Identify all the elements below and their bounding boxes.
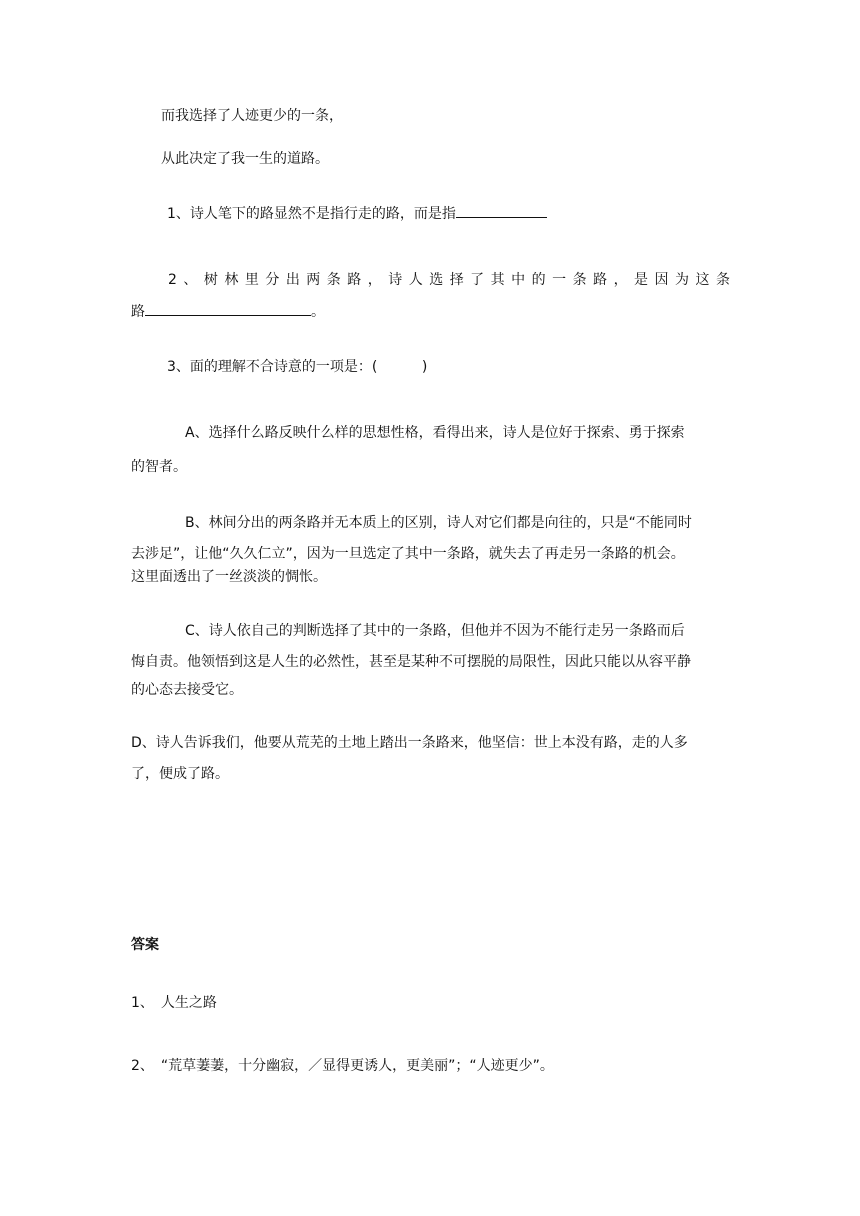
option-a-line-2: 的智者。 — [131, 459, 187, 475]
question-2-line-2 — [131, 301, 325, 322]
question-1 — [167, 203, 547, 224]
option-c-line-1: C、诗人依自己的判断选择了其中的一条路，但他并不因为不能行走另一条路而后 — [185, 623, 685, 639]
answer-2: 2、 “荒草萋萋，十分幽寂，／显得更诱人，更美丽”；“人迹更少”。 — [131, 1058, 554, 1074]
option-d-line-1: D、诗人告诉我们，他要从荒芜的土地上踏出一条路来，他坚信：世上本没有路，走的人多 — [131, 735, 688, 751]
poem-line-2: 从此决定了我一生的道路。 — [161, 151, 329, 167]
option-d-line-2: 了，便成了路。 — [131, 766, 229, 782]
option-b-line-1: B、林间分出的两条路并无本质上的区别，诗人对它们都是向往的，只是“不能同时 — [185, 515, 692, 531]
question-2-prefix: 路 — [131, 304, 145, 320]
option-b-line-2: 去涉足”，让他“久久仁立”，因为一旦选定了其中一条路，就失去了再走另一条路的机会。 — [131, 546, 685, 562]
option-c-line-2: 悔自责。他领悟到这是人生的必然性，甚至是某种不可摆脱的局限性，因此只能以从容平静 — [131, 654, 691, 670]
option-b-line-3: 这里面透出了一丝淡淡的惆怅。 — [131, 569, 327, 585]
answer-1: 1、 人生之路 — [131, 995, 217, 1011]
answers-heading: 答案 — [131, 937, 159, 953]
question-3: 3、面的理解不合诗意的一项是：( ) — [167, 359, 428, 375]
question-2-suffix: 。 — [311, 304, 325, 320]
option-c-line-3: 的心态去接受它。 — [131, 682, 243, 698]
question-2-line-1: 2、树林里分出两条路，诗人选择了其中的一条路，是因为这条 — [168, 272, 730, 288]
answer-blank-2 — [145, 301, 311, 316]
poem-line-1: 而我选择了人迹更少的一条， — [161, 108, 343, 124]
option-a-line-1: A、选择什么路反映什么样的思想性格，看得出来，诗人是位好于探索、勇于探索 — [185, 425, 685, 441]
answer-blank-1 — [456, 203, 547, 218]
question-1-text: 1、诗人笔下的路显然不是指行走的路，而是指 — [167, 206, 456, 222]
